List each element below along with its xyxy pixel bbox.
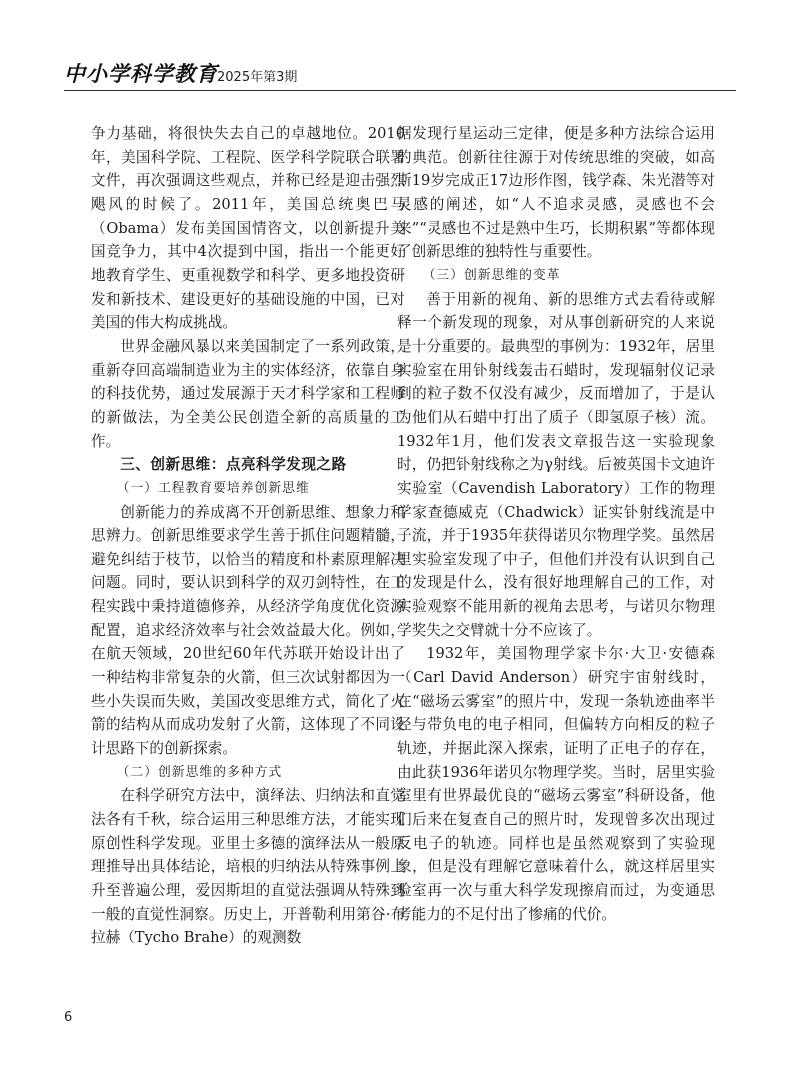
- section-heading: 三、创新思维：点亮科学发现之路: [120, 456, 347, 474]
- page-number: 6: [64, 1010, 73, 1025]
- paragraph: 1932年，美国物理学家卡尔·大卫·安德森（Carl David Anderson）研究宇宙射线时，在“磁场云雾室”的照片中，发现一条轨迹曲率半径与带负电的电子相同，但偏转方向相反的粒子轨迹，并据此深入探索，证明了正电子的存在，由此获1936年诺贝尔物理学奖。当时，居里实验室里有世界最优良的“磁场云雾室”科研设备，他们后来在复查自己的照片时，发现曾多次出现过反电子的轨迹。同样也是虽然观察到了实验现象，但是没有理解它意味着什么，就这样居里实验室再一次与重大科学发现擦肩而过，为变通思考能力的不足付出了惨痛的代价。: [397, 645, 715, 923]
- paragraph: 世界金融风暴以来美国制定了一系列政策，重新夺回高端制造业为主的实体经济，依靠自身的科技优势，通过发展源于天才科学家和工程师的新做法，为全美公民创造全新的高质量的工作。: [91, 337, 405, 450]
- header-rule: [64, 90, 736, 91]
- subsection-heading: （一）工程教育要培养创新思维: [116, 480, 310, 496]
- issue-label: 2025年第3期: [217, 70, 298, 85]
- journal-logo: 中小学科学教育: [64, 61, 218, 86]
- left-column: [91, 122, 405, 950]
- paragraph: 争力基础，将很快失去自己的卓越地位。2010年，美国科学院、工程院、医学科学院联合联署文件，再次强调这些观点，并称已经是迎击强烈飓风的时候了。2011年，美国总统奥巴马（Obama）发布美国国情咨文，以创新提升美国竞争力，其中4次提到中国，指出一个能更好地教育学生、更重视数学和科学、更多地投资研发和新技术、建设更好的基础设施的中国，已对美国的伟大构成挑战。: [91, 125, 405, 332]
- right-column: [397, 122, 715, 926]
- paragraph: 创新能力的养成离不开创新思维、想象力和思辨力。创新思维要求学生善于抓住问题精髓，避免纠结于枝节，以恰当的精度和朴素原理解决问题。同时，要认识到科学的双刃剑特性，在工程实践中秉持道德修养，从经济学角度优化资源配置，追求经济效率与社会效益最大化。例如，在航天领域，20世纪60年代苏联开始设计出了一种结构非常复杂的火箭，但三次试射都因为一些小失误而失败，美国改变思维方式，简化了火箭的结构从而成功发射了火箭，这体现了不同设计思路下的创新探索。: [91, 503, 405, 758]
- paragraph: 在科学研究方法中，演绎法、归纳法和直觉法各有千秋，综合运用三种思维方法，才能实现原创性科学发现。亚里士多德的演绎法从一般原理推导出具体结论，培根的归纳法从特殊事例上升至普遍公理，爱因斯坦的直觉法强调从特殊到一般的直觉性洞察。历史上，开普勒利用第谷·布拉赫（Tycho Brahe）的观测数: [91, 787, 405, 947]
- subsection-heading: （三）创新思维的变革: [422, 267, 561, 283]
- subsection-heading: （二）创新思维的多种方式: [116, 764, 283, 780]
- paragraph: 善于用新的视角、新的思维方式去看待或解释一个新发现的现象，对从事创新研究的人来说是十分重要的。最典型的事例为：1932年，居里实验室在用钋射线轰击石蜡时，发现辐射仪记录到的粒子数不仅没有减少，反而增加了，于是认为他们从石蜡中打出了质子（即氢原子核）流。1932年1月，他们发表文章报告这一实验现象时，仍把钋射线称之为γ射线。后被英国卡文迪许实验室（Cavendish Laboratory）工作的物理学家查德威克（Chadwick）证实钋射线流是中子流，并于1935年获得诺贝尔物理学奖。虽然居里实验室发现了中子，但他们并没有认识到自己的发现是什么，没有很好地理解自己的工作，对实验观察不能用新的视角去思考，与诺贝尔物理学奖失之交臂就十分不应该了。: [397, 290, 715, 639]
- page-header: [64, 62, 736, 90]
- paragraph: 据发现行星运动三定律，便是多种方法综合运用的典范。创新往往源于对传统思维的突破，如高斯19岁完成正17边形作图，钱学森、朱光潜等对灵感的阐述，如“人不追求灵感，灵感也不会来”“灵感也不过是熟中生巧，长期积累”等都体现了创新思维的独特性与重要性。: [397, 125, 715, 261]
